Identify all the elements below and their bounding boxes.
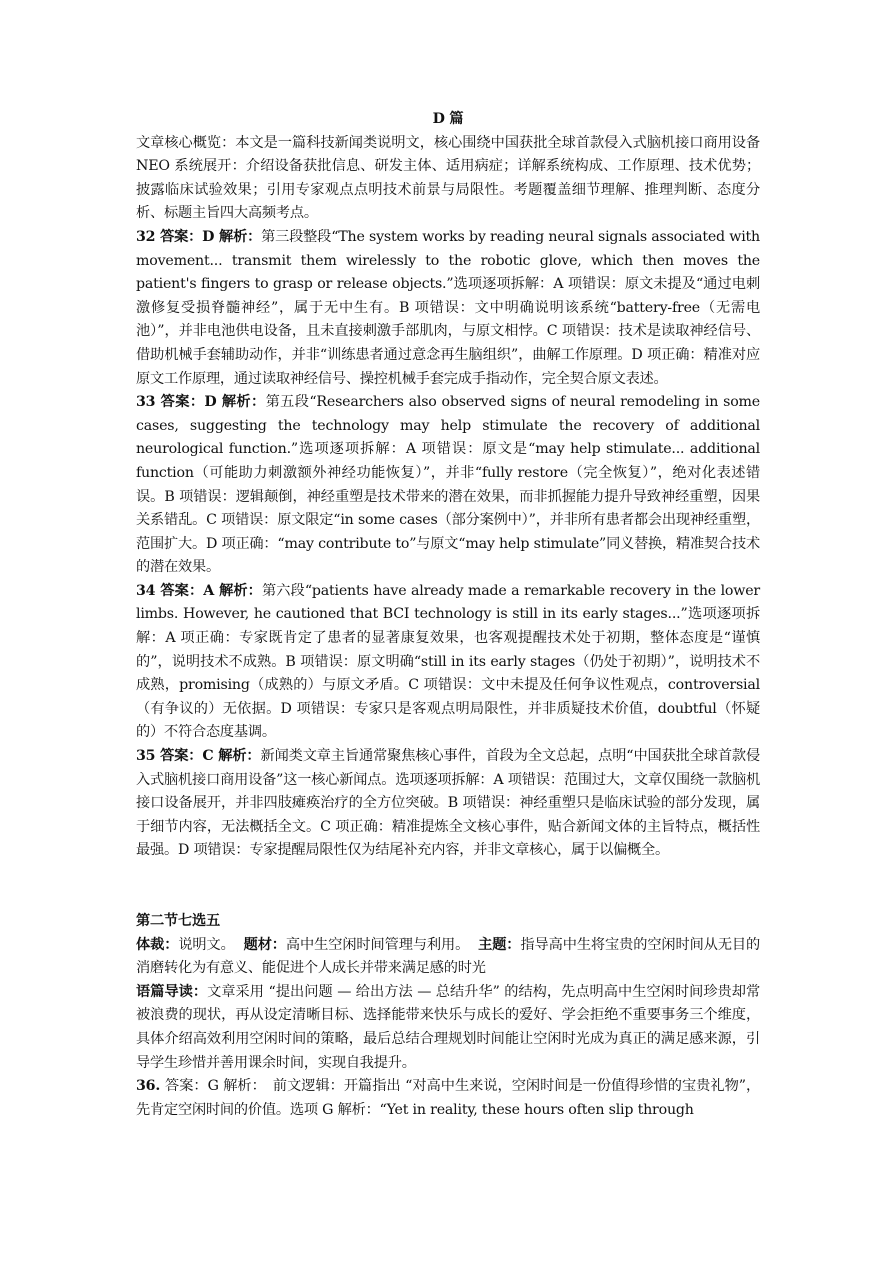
answer-36: 36. 答案：G 解析： 前文逻辑：开篇指出 “对高中生来说，空闲时间是一份值得珍惜的宝贵礼物”，先肯定空闲时间的价值。选项 G 解析：“Yet in reality, these hours often slip through [136, 1078, 760, 1118]
answer-text: 第三段整段“The system works by reading neural signals associated with movement... transmit them wirelessly to the robotic glove, which then moves the patient's fingers to grasp or release objects.”选项逐项拆解：A 项错误：原文未提及“通过电刺激修复受损脊髓神经”，属于无中生有。B 项错误：文中明确说明该系统“battery-free（无需电池）”，并非电池供电设备，且未直接刺激手部肌肉，与原文相悖。C 项错误：技术是读取神经信号、借助机械手套辅助动作，并非“训练患者通过意念再生脑组织”，曲解工作原理。D 项正确：精准对应原文工作原理，通过读取神经信号、操控机械手套完成手指动作，完全契合原文表述。 [136, 228, 760, 387]
answer-35 [136, 745, 760, 863]
answer-text: 新闻类文章主旨通常聚焦核心事件，首段为全文总起，点明“中国获批全球首款侵入式脑机接口商用设备”这一核心新闻点。选项逐项拆解：A 项错误：范围过大，文章仅围绕一款脑机接口设备展开，并非四肢瘫痪治疗的全方位突破。B 项错误：神经重塑只是临床试验的部分发现，属于细节内容，无法概括全文。C 项正确：精准提炼全文核心事件，贴合新闻文体的主旨特点，概括性最强。D 项错误：专家提醒局限性仅为结尾补充内容，并非文章核心，属于以偏概全。 [136, 748, 760, 859]
answer-label: 34 答案：A 解析： [136, 582, 262, 599]
document-page [136, 108, 760, 1122]
section-heading: 第二节七选五 [136, 913, 220, 929]
answer-34 [136, 580, 760, 745]
answer-label: 33 答案：D 解析： [136, 394, 266, 411]
answer-text: 第五段“Researchers also observed signs of neural remodeling in some cases, suggesting the technology may help stimulate the recovery of additional neurological function.”选项逐项拆解：A 项错误：原文是“may help stimulate... additional function（可能助力刺激额外神经功能恢复）”，并非“fully restore（完全恢复）”，绝对化表述错误。B 项错误：逻辑颠倒，神经重塑是技术带来的潜在效果，而非抓握能力提升导致神经重塑，因果关系错乱。C 项错误：原文限定“in some cases（部分案例中）”，并非所有患者都会出现神经重塑，范围扩大。D 项正确：“may contribute to”与原文“may help stimulate”同义替换，精准契合技术的潜在效果。 [136, 394, 760, 576]
answer-32 [136, 226, 760, 391]
answer-label: 35 答案：C 解析： [136, 748, 261, 765]
answer-label: 32 答案：D 解析： [136, 228, 262, 245]
section-title: D 篇 [432, 111, 464, 127]
answer-text: 第六段“patients have already made a remarkable recovery in the lower limbs. However, he cautioned that BCI technology is still in its early stages...”选项逐项拆解：A 项正确：专家既肯定了患者的显著康复效果，也客观提醒技术处于初期，整体态度是“谨慎的”，说明技术不成熟。B 项错误：原文明确“still in its early stages（仍处于初期）”，说明技术不成熟，promising（成熟的）与原文矛盾。C 项错误：文中未提及任何争议性观点，controversial（有争议的）无依据。D 项错误：专家只是客观点明局限性，并非质疑技术价值，doubtful（怀疑的）不符合态度基调。 [136, 582, 760, 741]
overview-paragraph: 文章核心概览：本文是一篇科技新闻类说明文，核心围绕中国获批全球首款侵入式脑机接口商用设备 NEO 系统展开：介绍设备获批信息、研发主体、适用病症；详解系统构成、工作原理、技术优势；披露临床试验效果；引用专家观点点明技术前景与局限性。考题覆盖细节理解、推理判断、态度分析、标题主旨四大高频考点。 [136, 134, 760, 222]
reading-guide: 语篇导读：文章采用 “提出问题 — 给出方法 — 总结升华” 的结构，先点明高中生空闲时间珍贵却常被浪费的现状，再从设定清晰目标、选择能带来快乐与成长的爱好、学会拒绝不重要事务三个维度，具体介绍高效利用空闲时间的策略，最后总结合理规划时间能让空闲时光成为真正的满足感来源，引导学生珍惜并善用课余时间，实现自我提升。 [136, 983, 760, 1071]
genre-line: 体裁：说明文。 题材：高中生空闲时间管理与利用。 主题：指导高中生将宝贵的空闲时间从无目的消磨转化为有意义、能促进个人成长并带来满足感的时光 [136, 936, 761, 977]
answer-33 [136, 391, 760, 580]
section-gap [136, 863, 760, 910]
